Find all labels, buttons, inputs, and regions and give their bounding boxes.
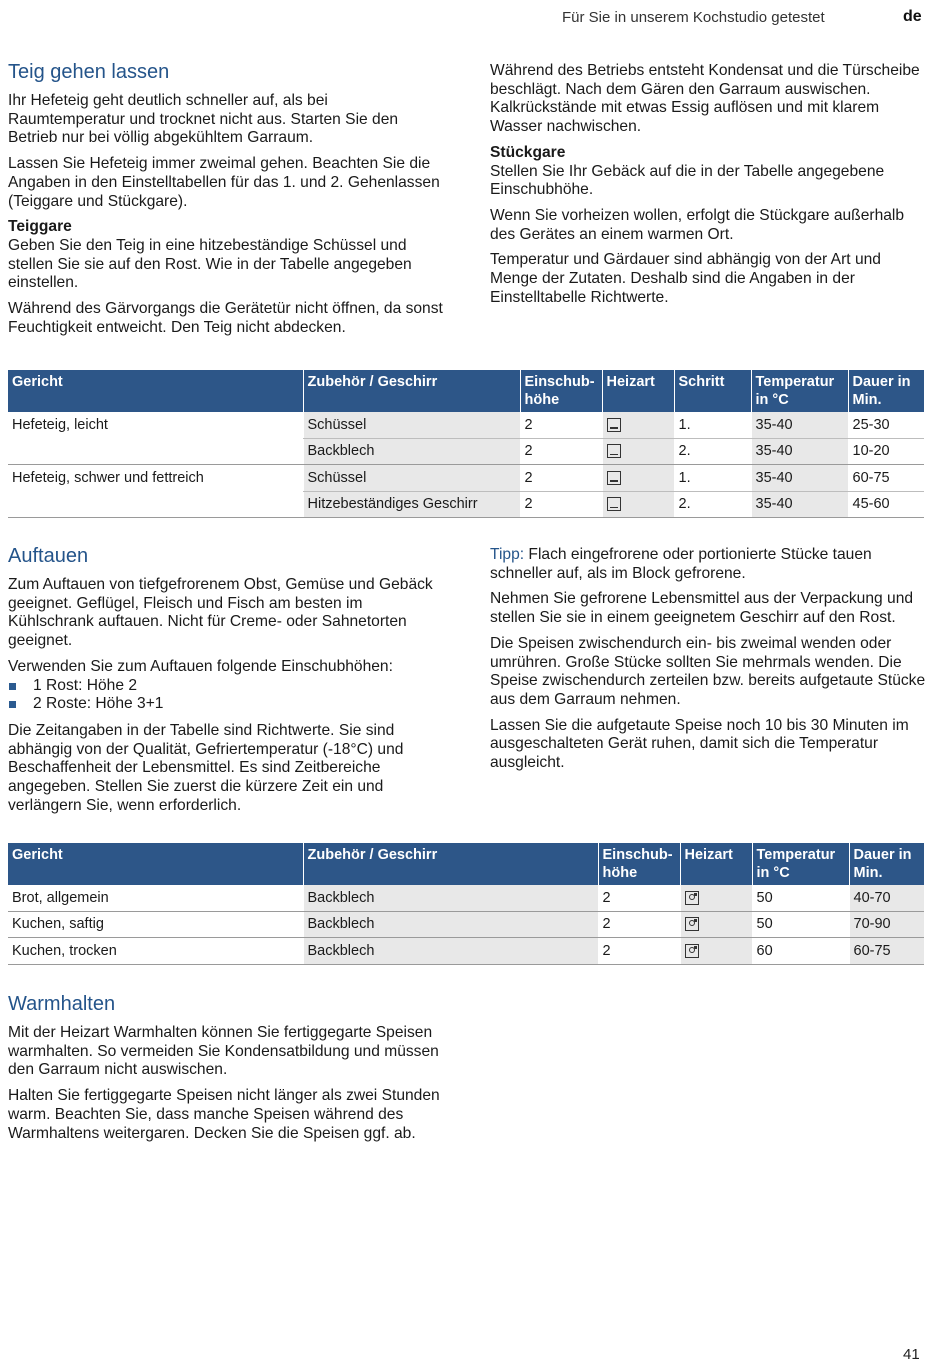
cell-dauer: 10-20 xyxy=(848,438,924,465)
auftauen-paragraph-2: Verwenden Sie zum Auftauen folgende Einschubhöhen: xyxy=(8,657,393,675)
col-header-zubehoer: Zubehör / Geschirr xyxy=(303,370,520,412)
col-header-heizart: Heizart xyxy=(602,370,674,412)
cell-heizart xyxy=(602,412,674,438)
teiggare-heading: Teiggare xyxy=(8,218,72,236)
cell-heizart xyxy=(680,911,752,938)
cell-einschub: 2 xyxy=(598,885,680,911)
table-row xyxy=(8,412,924,438)
teig-left-column xyxy=(8,60,448,344)
table-header-row xyxy=(8,843,924,885)
auftauen-right-paragraph-2: Die Speisen zwischendurch ein- bis zweimal wenden oder umrühren. Große Stücke sollten Sie mehrmals wenden. Die Speise zwischendurch zerteilen bzw. bereits aufgetaute Stücke aus dem Garraum nehmen. xyxy=(490,634,926,708)
table-row xyxy=(8,885,924,911)
teig-settings-table xyxy=(8,370,924,518)
bottom-heat-icon xyxy=(607,471,621,485)
auftauen-right-paragraph-1: Nehmen Sie gefrorene Lebensmittel aus der Verpackung und stellen Sie sie in einem geeignetem Geschirr auf den Rost. xyxy=(490,590,914,627)
teig-paragraph-3: Während des Gärvorgangs die Gerätetür nicht öffnen, da sonst Feuchtigkeit entweicht. Den Teig nicht abdecken. xyxy=(8,300,443,336)
cell-dauer: 40-70 xyxy=(849,885,924,911)
list-item: 2 Roste: Höhe 3+1 xyxy=(8,695,448,714)
cell-einschub: 2 xyxy=(520,412,602,438)
cell-temperatur: 60 xyxy=(752,938,849,965)
cell-zubehoer: Backblech xyxy=(303,885,598,911)
bottom-heat-icon xyxy=(607,497,621,511)
cell-dauer: 45-60 xyxy=(848,491,924,518)
cell-zubehoer: Schüssel xyxy=(303,412,520,438)
teig-right-paragraph-1: Während des Betriebs entsteht Kondensat und die Türscheibe beschlägt. Nach dem Gären den Garraum auswischen. Kalkrückstände mit etwas Essig auflösen und mit klarem Wasser nachwischen. xyxy=(490,62,920,136)
cell-einschub: 2 xyxy=(520,491,602,518)
warmhalten-paragraph-2: Halten Sie fertiggegarte Speisen nicht länger als zwei Stunden warm. Beachten Sie, dass manche Speisen während des Warmhaltens weitergaren. Decken Sie die Speisen ggf. ab. xyxy=(8,1087,440,1142)
einschub-list xyxy=(8,677,448,714)
cell-einschub: 2 xyxy=(598,911,680,938)
page-number: 41 xyxy=(903,1346,920,1363)
bottom-heat-icon xyxy=(607,418,621,432)
table-row xyxy=(8,438,924,465)
auftauen-paragraph-3: Die Zeitangaben in der Tabelle sind Richtwerte. Sie sind abhängig von der Qualität, Gefriertemperatur (-18°C) und Beschaffenheit der Lebensmittel. Es sind Zeitbereiche angegeben. Stellen Sie zuerst die kürzere Zeit ein und verlängern Sie, wenn erforderlich. xyxy=(8,721,404,814)
teig-right-column xyxy=(490,62,930,314)
col-header-einschub: Einschub- höhe xyxy=(598,843,680,885)
cell-einschub: 2 xyxy=(520,465,602,492)
cell-heizart xyxy=(602,491,674,518)
warmhalten-column xyxy=(8,992,448,1150)
cell-heizart xyxy=(680,938,752,965)
cell-schritt: 2. xyxy=(674,438,751,465)
cell-heizart xyxy=(602,465,674,492)
auftauen-settings-table xyxy=(8,843,924,965)
cell-gericht: Kuchen, saftig xyxy=(8,911,303,938)
cell-temperatur: 50 xyxy=(752,885,849,911)
list-item: 1 Rost: Höhe 2 xyxy=(8,677,448,696)
table-row xyxy=(8,465,924,492)
cell-schritt: 1. xyxy=(674,412,751,438)
cell-gericht xyxy=(8,438,303,465)
col-header-schritt: Schritt xyxy=(674,370,751,412)
cell-heizart xyxy=(680,885,752,911)
col-header-dauer: Dauer in Min. xyxy=(849,843,924,885)
table-header-row xyxy=(8,370,924,412)
section-heading-warmhalten: Warmhalten xyxy=(8,993,116,1015)
section-heading-auftauen: Auftauen xyxy=(8,545,89,567)
col-header-temperatur: Temperatur in °C xyxy=(751,370,848,412)
table-row xyxy=(8,911,924,938)
stueckgare-text: Stellen Sie Ihr Gebäck auf die in der Tabelle angegebene Einschubhöhe. xyxy=(490,162,885,199)
teiggare-text: Geben Sie den Teig in eine hitzebeständige Schüssel und stellen Sie sie auf den Rost. Wie in der Tabelle angegeben einstellen. xyxy=(8,236,412,292)
auftauen-right-column xyxy=(490,546,930,780)
teiggare-block xyxy=(8,218,448,293)
cell-gericht: Brot, allgemein xyxy=(8,885,303,911)
col-header-heizart: Heizart xyxy=(680,843,752,885)
cell-zubehoer: Backblech xyxy=(303,438,520,465)
cell-temperatur: 35-40 xyxy=(751,438,848,465)
cell-dauer: 60-75 xyxy=(848,465,924,492)
auftauen-right-paragraph-3: Lassen Sie die aufgetaute Speise noch 10 bis 30 Minuten im ausgeschalteten Gerät ruhen, damit sich die Temperatur ausgleicht. xyxy=(490,716,909,772)
col-header-gericht: Gericht xyxy=(8,370,303,412)
cell-schritt: 1. xyxy=(674,465,751,492)
cell-temperatur: 50 xyxy=(752,911,849,938)
tipp-label: Tipp: xyxy=(490,546,525,563)
col-header-zubehoer: Zubehör / Geschirr xyxy=(303,843,598,885)
cell-einschub: 2 xyxy=(598,938,680,965)
auftauen-paragraph-1: Zum Auftauen von tiefgefrorenem Obst, Gemüse und Gebäck geeignet. Geflügel, Fleisch und Fisch am besten im Kühlschrank auftauen. Nicht für Creme- oder Sahnetorten geeignet. xyxy=(8,576,433,650)
teig-right-paragraph-3: Temperatur und Gärdauer sind abhängig von der Art und Menge der Zutaten. Deshalb sind die Angaben in der Einstelltabelle Richtwerte. xyxy=(490,251,881,306)
tipp-paragraph xyxy=(490,546,930,583)
page-header xyxy=(0,8,950,28)
section-heading-teig: Teig gehen lassen xyxy=(8,61,170,83)
teig-right-paragraph-2: Wenn Sie vorheizen wollen, erfolgt die Stückgare außerhalb des Gerätes an einem warmen Ort. xyxy=(490,206,905,243)
stueckgare-block xyxy=(490,144,930,200)
fan-heat-icon xyxy=(685,944,699,958)
col-header-dauer: Dauer in Min. xyxy=(848,370,924,412)
col-header-einschub: Einschub- höhe xyxy=(520,370,602,412)
cell-zubehoer: Backblech xyxy=(303,938,598,965)
cell-gericht: Hefeteig, leicht xyxy=(12,417,108,433)
cell-temperatur: 35-40 xyxy=(751,491,848,518)
cell-zubehoer: Schüssel xyxy=(303,465,520,492)
tipp-text: Flach eingefrorene oder portionierte Stücke tauen schneller auf, als im Block gefrorene. xyxy=(490,546,872,582)
header-title: Für Sie in unserem Kochstudio getestet xyxy=(562,9,825,26)
cell-temperatur: 35-40 xyxy=(751,465,848,492)
col-header-temperatur: Temperatur in °C xyxy=(752,843,849,885)
cell-dauer: 70-90 xyxy=(849,911,924,938)
warmhalten-paragraph-1: Mit der Heizart Warmhalten können Sie fertiggegarte Speisen warmhalten. So vermeiden Sie Kondensatbildung und müssen den Garraum nicht auswischen. xyxy=(8,1024,439,1079)
teig-paragraph-2: Lassen Sie Hefeteig immer zweimal gehen. Beachten Sie die Angaben in den Einstelltabellen für das 1. und 2. Gehenlassen (Teiggare und Stückgare). xyxy=(8,155,440,210)
cell-gericht: Hefeteig, schwer und fettreich xyxy=(12,470,204,486)
cell-temperatur: 35-40 xyxy=(751,412,848,438)
stueckgare-heading: Stückgare xyxy=(490,143,566,161)
table-row xyxy=(8,491,924,518)
cell-zubehoer: Hitzebeständiges Geschirr xyxy=(303,491,520,518)
table-row xyxy=(8,938,924,965)
cell-dauer: 60-75 xyxy=(849,938,924,965)
cell-gericht xyxy=(8,491,303,518)
cell-gericht: Kuchen, trocken xyxy=(8,938,303,965)
bottom-heat-icon xyxy=(607,444,621,458)
cell-heizart xyxy=(602,438,674,465)
fan-heat-icon xyxy=(685,891,699,905)
language-code: de xyxy=(903,8,922,25)
fan-heat-icon xyxy=(685,917,699,931)
cell-einschub: 2 xyxy=(520,438,602,465)
cell-dauer: 25-30 xyxy=(848,412,924,438)
col-header-gericht: Gericht xyxy=(8,843,303,885)
teig-paragraph-1: Ihr Hefeteig geht deutlich schneller auf, als bei Raumtemperatur und trocknet nicht aus. Starten Sie den Betrieb nur bei völlig abgekühltem Garraum. xyxy=(8,92,399,147)
cell-schritt: 2. xyxy=(674,491,751,518)
auftauen-left-column xyxy=(8,544,448,822)
cell-zubehoer: Backblech xyxy=(303,911,598,938)
